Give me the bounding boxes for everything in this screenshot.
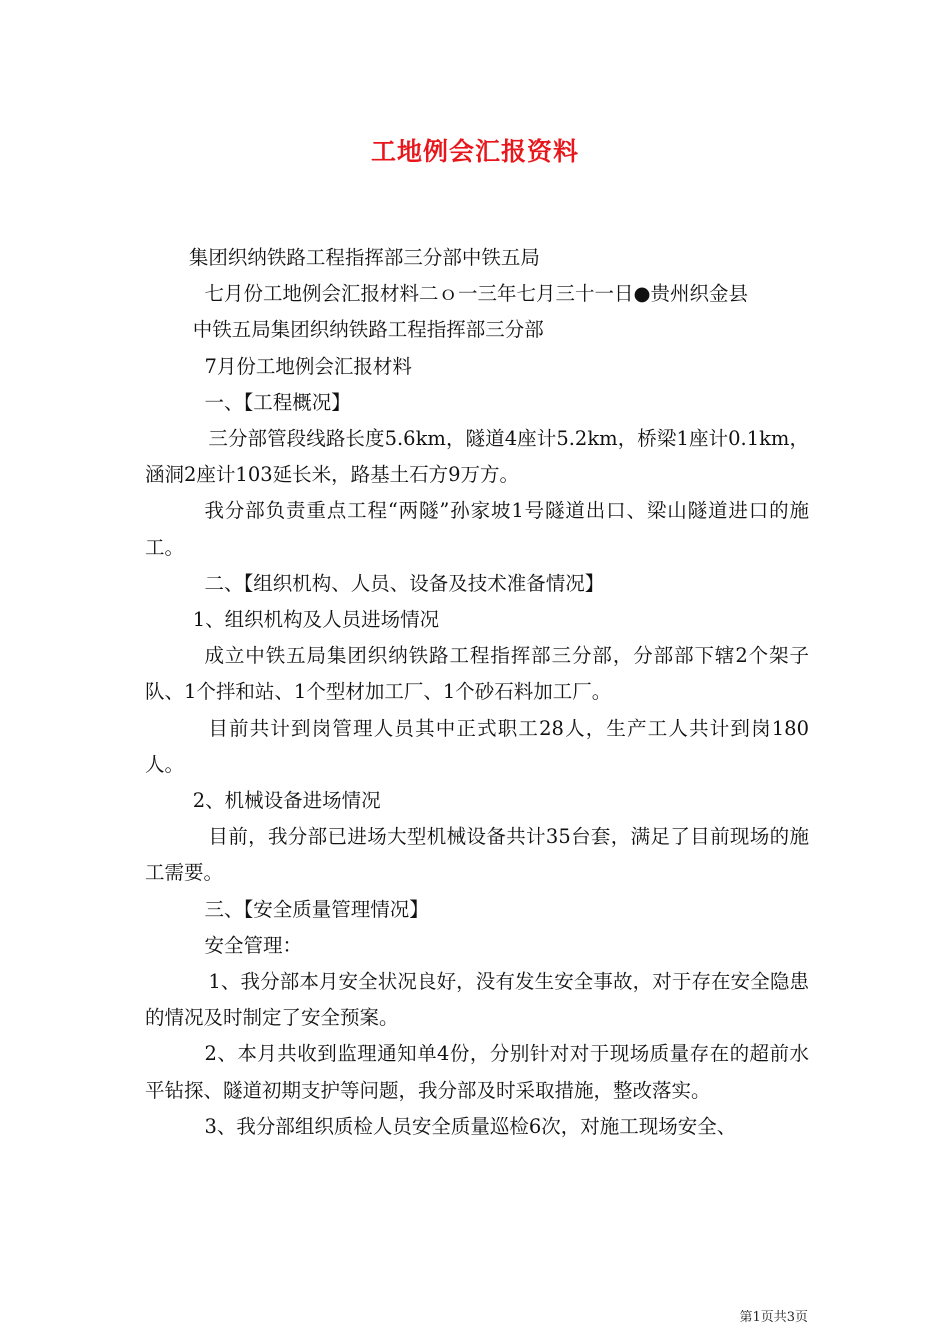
paragraph: 7月份工地例会汇报材料 (204, 354, 412, 378)
paragraph: 目前，我分部已进场大型机械设备共计35台套，满足了目前现场的施工需要。 (145, 825, 809, 885)
subsection-heading: 2、机械设备进场情况 (192, 789, 381, 813)
paragraph: 中铁五局集团织纳铁路工程指挥部三分部 (192, 318, 544, 342)
paragraph: 我分部负责重点工程“两隧”孙家坡1号隧道出口、梁山隧道进口的施工。 (145, 499, 809, 559)
paragraph: 2、本月共收到监理通知单4份，分别针对对于现场质量存在的超前水平钻探、隧道初期支护等问题，我分部及时采取措施，整改落实。 (145, 1042, 809, 1102)
paragraph: 3、我分部组织质检人员安全质量巡检6次，对施工现场安全、 (204, 1114, 737, 1138)
paragraph: 三分部管段线路长度5.6km，隧道4座计5.2km，桥梁1座计0.1km，涵洞2座计103延长米，路基土石方9万方。 (145, 427, 809, 487)
paragraph: 七月份工地例会汇报材料二ｏ一三年七月三十一日●贵州织金县 (204, 282, 748, 306)
paragraph: 目前共计到岗管理人员其中正式职工28人，生产工人共计到岗180人。 (145, 716, 809, 776)
section-heading: 三、【安全质量管理情况】 (204, 897, 429, 921)
paragraph: 集团织纳铁路工程指挥部三分部中铁五局 (188, 246, 540, 269)
document-title: 工地例会汇报资料 (370, 137, 579, 166)
paragraph: 成立中铁五局集团织纳铁路工程指挥部三分部，分部部下辖2个架子队、1个拌和站、1个型材加工厂、1个砂石料加工厂。 (145, 644, 809, 704)
section-heading: 二、【组织机构、人员、设备及技术准备情况】 (204, 571, 605, 595)
page-number-footer: 第1页共3页 (739, 1310, 808, 1325)
subsection-heading: 1、组织机构及人员进场情况 (192, 608, 440, 632)
section-heading: 一、【工程概况】 (204, 390, 351, 414)
paragraph: 安全管理： (204, 933, 302, 957)
paragraph: 1、我分部本月安全状况良好，没有发生安全事故，对于存在安全隐患的情况及时制定了安全预案。 (145, 970, 809, 1030)
document-body (145, 240, 809, 1145)
